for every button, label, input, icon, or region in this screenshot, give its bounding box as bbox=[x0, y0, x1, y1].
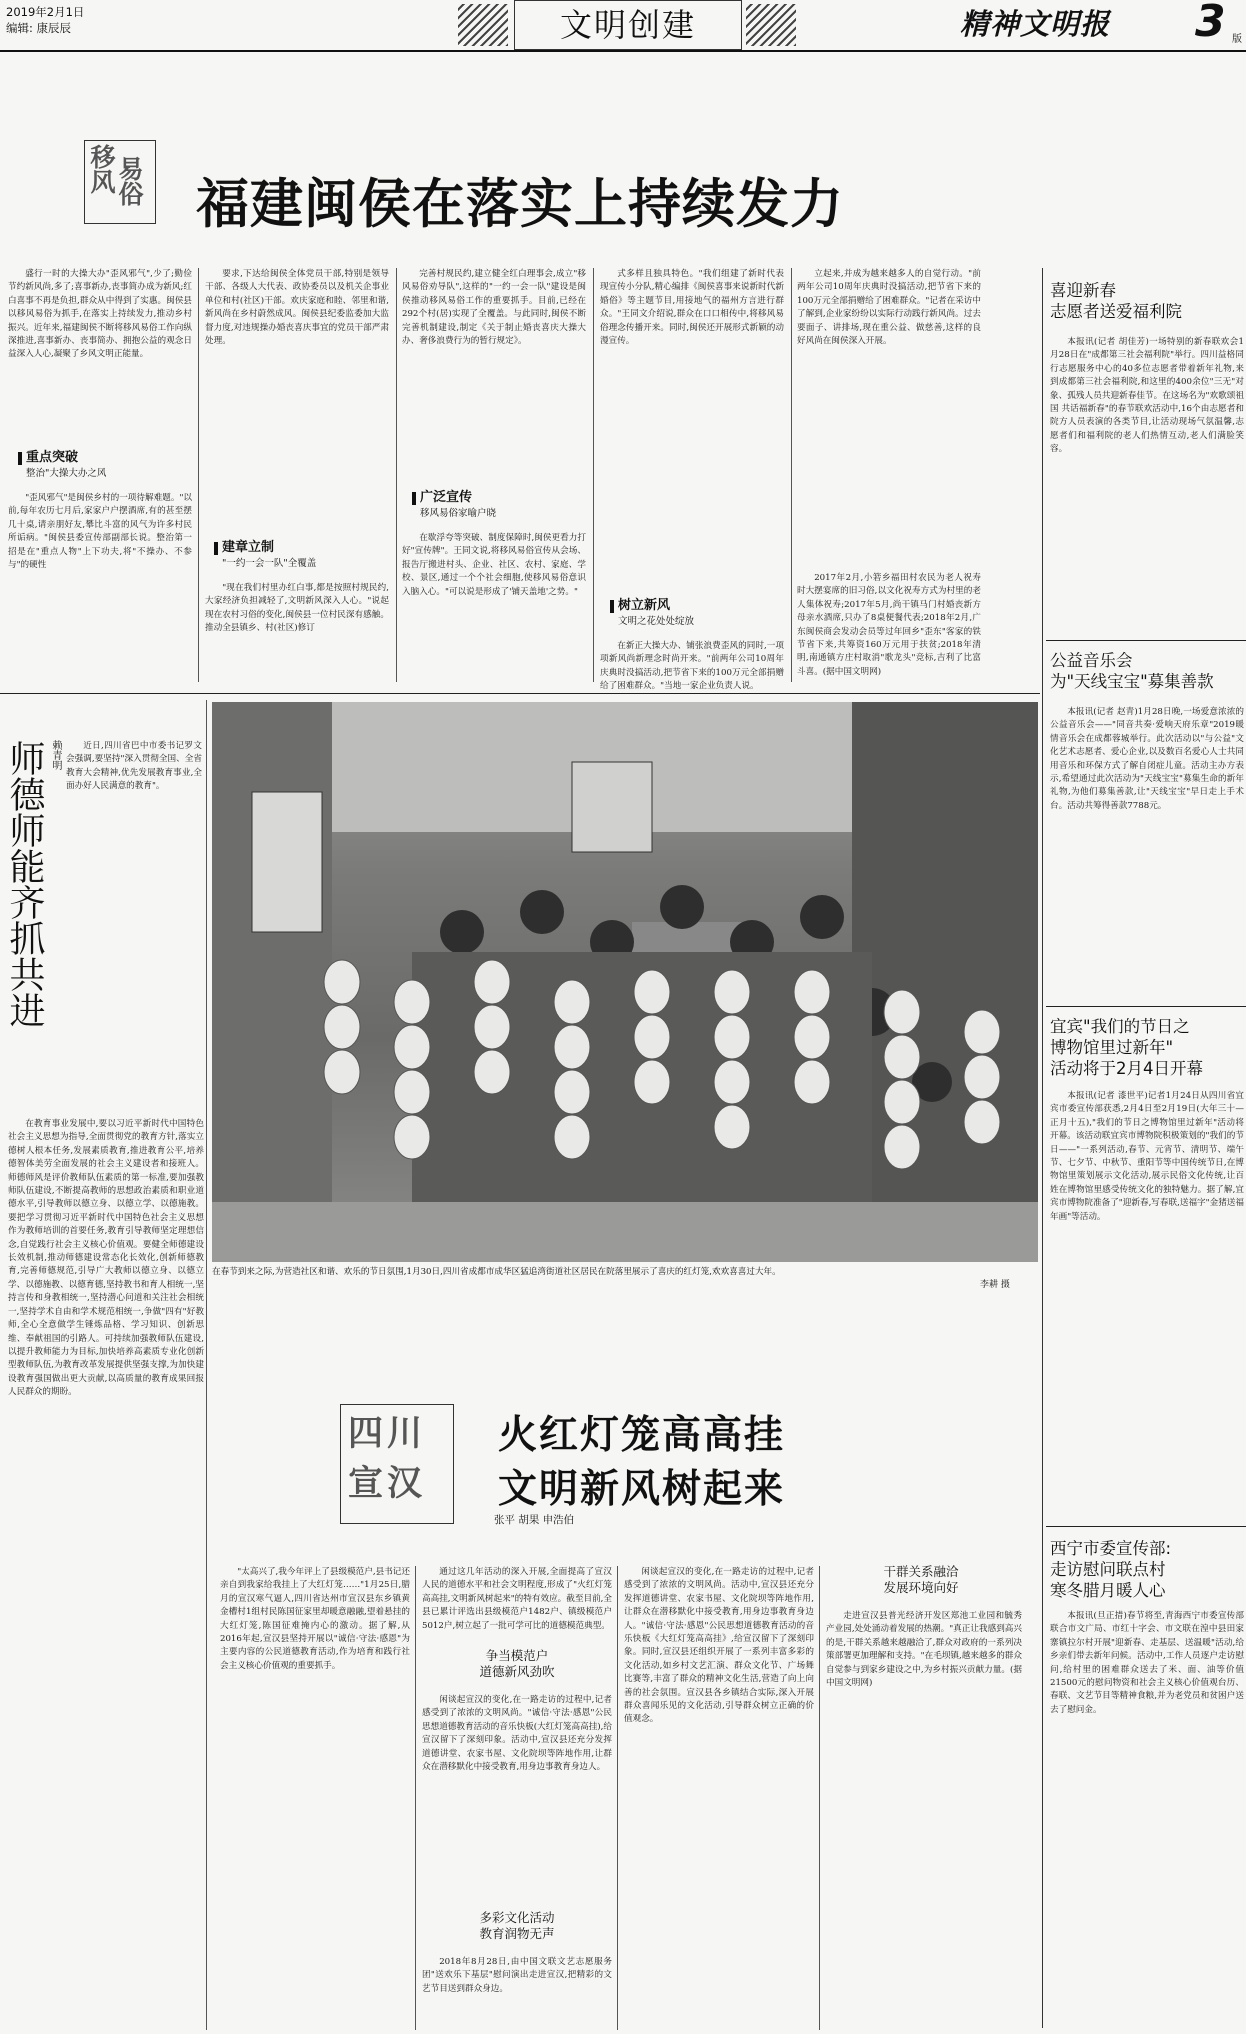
header-rule bbox=[0, 50, 1246, 52]
photo-scene bbox=[212, 702, 1038, 1262]
article2-author: 赖青明 bbox=[50, 740, 61, 770]
sidebar-body-3: 本报讯(记者 漆世平)记者1月24日从四川省宜宾市委宣传部获悉,2月4日至2月19日(大年三十—正月十五),"我们的节日之博物馆里过新年"活动将开幕。该活动联宜宾市博物院积极策划的"我们的节日——"一系列活动,春节、元宵节、清明节、端午节、七夕节、中秋节、重阳节等中国传统节日,在博物馆里策划展示文化活动,展示民俗文化传统,让百姓在博物馆里感受传统文化的独特魅力。据了解,宜宾市博物院准备了"迎新春,写春联,送福字"金猪送福年画"等活动。 bbox=[1050, 1091, 1244, 1222]
header-section-title: 文明创建 bbox=[514, 0, 742, 50]
article3-col-2b: 闲谈起宣汉的变化,在一路走访的过程中,记者感受到了浓浓的文明风尚。"诚信·守法·感恩"公民思想道德教育活动的音乐快板(大红灯笼高高挂),给宣汉留下了深刻印象。活动中,宣汉县还充分发挥道德讲堂、农家书屋、文化院坝等阵地作用,让群众在潜移默化中接受教育,用身边事教育身边人。 bbox=[422, 1695, 612, 1773]
sidebar-body-1: 本报讯(记者 胡佳芳)一场特别的新春联欢会1月28日在"成都第三社会福利院"举行。四川益格同行志愿服务中心的40多位志愿者带着新年礼物,来到成都第三社会福利院,和这里的400余位"三无"对象、孤残人员共迎新春佳节。在这场名为"欢歌颂祖国 共话福新春"的春节联欢活动中,16个由志愿者和院方人员表演的各类节目,让活动现场气氛温馨,志愿者们和福利院的老人们热情互动,老人们满脸笑容。 bbox=[1050, 337, 1244, 455]
header-masthead: 精神文明报 bbox=[960, 7, 1111, 41]
article3-col-4: 走进宣汉县普光经济开发区郑池工业园和毓秀产业园,处处涌动着发展的热潮。"真正让我感到高兴的是,干群关系越来越融洽了,群众对政府的一系列决策部署更加理解和支持。"在毛坝镇,越来越多的群众自觉参与到家乡建设之中,为乡村振兴贡献力量。(据中国文明网) bbox=[826, 1611, 1022, 1689]
article3-tag-bottom: 宣汉 bbox=[348, 1464, 427, 1504]
article3-subhead-1: 争当模范户 道德新风劲吹 bbox=[479, 1648, 555, 1679]
article1-col-3: 要求,下达给闽侯全体党员干部,特别是领导干部、各级人大代表、政协委员以及机关企事业单位和村(社区)干部。欢庆家庭和睦、邻里和谐,新风尚在乡村蔚然成风。闽侯县纪委监委加大监督力度,对违规操办婚丧喜庆事宜的党员干部严肃处理。 bbox=[205, 269, 389, 347]
article1-tag-left: 移风 bbox=[87, 144, 116, 194]
article1-subhead-1: 重点突破 整治"大操大办之风 bbox=[26, 450, 106, 482]
sidebar-body-4: 本报讯(旦正措)春节将至,青海西宁市委宣传部联合市文广局、市红十字会、市文联在湟中县田家寨镇拉尔村开展"迎新春、走基层、送温暖"活动,给乡亲们带去新年问候。活动中,工作人员逐户走访慰问,给村里的困难群众送去了米、面、油等价值21500元的慰问物资和社会主义核心价值观台历、春联、文艺节目等精神食粮,并为老党员和贫困户送去了慰问金。 bbox=[1050, 1611, 1244, 1715]
article1-col-8: 在新正大操大办、铺张浪费歪风的同时,一项项新风尚新理念时尚开来。"前两年公司10周年庆典时没搞活动,把节省下来的100万元全部捐赠给了困难群众。"当地一家企业负责人说。 bbox=[600, 641, 784, 692]
photo-caption: 在春节到来之际,为营造社区和谐、欢乐的节日氛围,1月30日,四川省成都市成华区猛追湾街道社区居民在院落里展示了喜庆的红灯笼,欢欢喜喜过大年。 bbox=[212, 1267, 781, 1277]
article1-col-5: 完善村规民约,建立健全红白理事会,成立"移风易俗劝导队",这样的"一约一会一队"建设是闽侯推动移风易俗工作的重要抓手。目前,已经在292个村(居)实现了全覆盖。与此同时,闽侯不断完善机制建设,制定《关于制止婚丧喜庆大操大办、奢侈浪费行为的暂行规定》。 bbox=[402, 269, 586, 347]
article1-col-9: 立起来,并成为越来越多人的自觉行动。"前两年公司10周年庆典时没搞活动,把节省下来的100万元全部捐赠给了困难群众。"记者在采访中了解到,企业家纷纷以实际行动践行新风尚。过去要面子、讲排场,现在重公益、做慈善,这样的良好风尚在闽侯深入开展。 bbox=[797, 269, 981, 347]
article2-intro: 近日,四川省巴中市委书记罗文会强调,要坚持"深入贯彻全国、全省教育大会精神,优先发展教育事业,全面办好人民满意的教育"。 bbox=[66, 741, 202, 792]
article3-col-2c: 2018年8月28日,由中国文联文艺志愿服务团"送欢乐下基层"慰问演出走进宣汉,把精彩的文艺节目送到群众身边。 bbox=[422, 1957, 612, 1994]
sidebar-body-2: 本报讯(记者 赵青)1月28日晚,一场爱意浓浓的公益音乐会——"同音共奏·爱响天府乐章"2019暖情音乐会在成都蓉城举行。此次活动以"与公益"文化艺术志愿者、爱心企业,以及数百名爱心人士共同用音乐和环保方式了解自闭症儿童。活动主办方表示,希望通过此次活动为"天线宝宝"募集生命的新年礼物,为他们募集善款,让"天线宝宝"早日走上手术台。活动共筹得善款7788元。 bbox=[1050, 707, 1244, 811]
article1-subhead-3: 广泛宣传 移风易俗家喻户晓 bbox=[420, 490, 496, 522]
article3-tag-top: 四川 bbox=[348, 1414, 427, 1454]
article1-title: 福建闽侯在落实上持续发力 bbox=[196, 174, 844, 235]
article1-subhead-4: 树立新风 文明之花处处绽放 bbox=[618, 598, 694, 630]
article1-col-2: "歪风邪气"是闽侯乡村的一项待解难题。"以前,每年农历七月后,家家户户摆酒席,有的甚至摆几十桌,请亲朋好友,攀比斗富的风气为许多村民所诟病。"闽侯县委宣传部副部长说。整治第一招是在"重点人物"上下功夫,将"不操办、不参与"的硬性 bbox=[8, 493, 192, 571]
article1-col-4: "现在我们村里办红白事,都是按照村规民约,大家经济负担减轻了,文明新风深入人心。"说起现在农村习俗的变化,闽侯县一位村民深有感触。推动全县镇乡、村(社区)修订 bbox=[205, 583, 389, 634]
header-page-number: 3 bbox=[1195, 0, 1226, 47]
article3-col-3: 闲谈起宣汉的变化,在一路走访的过程中,记者感受到了浓浓的文明风尚。活动中,宣汉县还充分发挥道德讲堂、农家书屋、文化院坝等阵地作用,让群众在潜移默化中接受教育,用身边事教育身边人。"诚信·守法·感恩"公民思想道德教育活动的音乐快板《大红灯笼高高挂》,给宣汉留下了深刻印象。同时,宣汉县还组织开展了一系列丰富多彩的文化活动,如乡村文艺汇演、群众文化节、广场舞比赛等,丰富了群众的精神文化生活,营造了向上向善的社会氛围。宣汉县各乡镇结合实际,深入开展群众喜闻乐见的文化活动,引导群众树立正确的价值观念。 bbox=[624, 1567, 814, 1725]
sidebar-title-3: 宜宾"我们的节日之 博物馆里过新年" 活动将于2月4日开幕 bbox=[1050, 1017, 1203, 1078]
article2-vertical-title: 师德师能齐抓共进 bbox=[4, 740, 45, 1028]
article1-tag-right: 易俗 bbox=[115, 156, 144, 206]
article1-col-6: 在歇浮夸等突破、制度保障时,闽侯更看力打好"宣传牌"。王同文说,将移风易俗宣传从会场、报告厅搬进村头、企业、社区、农村、家庭、学校、景区,通过一个个社会细胞,使移风易俗意识入脑入心。"可以说是形成了'铺天盖地'之势。" bbox=[402, 533, 586, 597]
article3-title-line1: 火红灯笼高高挂 bbox=[498, 1413, 786, 1458]
article2-body: 在教育事业发展中,要以习近平新时代中国特色社会主义思想为指导,全面贯彻党的教育方针,落实立德树人根本任务,发展素质教育,推进教育公平,培养德智体美劳全面发展的社会主义建设者和接班人。师德师风是评价教师队伍素质的第一标准,要加强教师队伍建设,不断提高教师的思想政治素质和职业道德水平,引导教师以德立身、以德立学、以德施教。要把学习贯彻习近平新时代中国特色社会主义思想作为教师培训的首要任务,教育引导教师坚定理想信念,自觉践行社会主义核心价值观。要健全师德建设长效机制,推动师德建设常态化长效化,创新师德教育,完善师德规范,引导广大教师以德立身、以德立学、以德施教、以德育德,坚持教书和育人相统一,坚持言传和身教相统一,坚持潜心问道和关注社会相统一,坚持学术自由和学术规范相统一,争做"四有"好教师,全心全意做学生锤炼品格、学习知识、创新思维、奉献祖国的引路人。可持续加强教师队伍建设,以提升教师能力为目标,加快培养高素质专业化创新型教师队伍,为教育改革发展提供坚强支撑,为加快建设教育强国做出更大贡献,以高质量的教育成果回报人民群众的期盼。 bbox=[8, 1119, 204, 1398]
article3-subhead-3: 干群关系融洽 发展环境向好 bbox=[883, 1564, 959, 1595]
article1-subhead-2: 建章立制 "一约一会一队"全覆盖 bbox=[222, 540, 316, 572]
article1-col-1: 盛行一时的大操大办"歪风邪气",少了;勤俭节约新风尚,多了;喜事新办,丧事简办成为新风;红白喜事不再是负担,群众从中得到了实惠。闽侯县以移风易俗为抓手,在落实上持续发力,推动乡村振兴。近年来,福建闽侯不断将移风易俗工作向纵深推进,喜事新办、丧事简办、拥抱公益的观念日益深入人心,凝聚了乡风文明正能量。 bbox=[8, 269, 192, 360]
article1-bottom-rule bbox=[0, 693, 1040, 694]
article3-col-2a: 通过这几年活动的深入开展,全面提高了宣汉人民的道德水平和社会文明程度,形成了"火红灯笼高高挂,文明新风树起来"的特有效应。截至目前,全县已累计评选出县级模范户1482户、镇级模范户5012户,树立起了一批可学可比的道德模范典型。 bbox=[422, 1567, 612, 1631]
article3-subhead-2: 多彩文化活动 教育润物无声 bbox=[479, 1910, 555, 1941]
article3-byline: 张平 胡果 申浩伯 bbox=[494, 1514, 575, 1526]
sidebar-title-2: 公益音乐会 为"天线宝宝"募集善款 bbox=[1050, 651, 1214, 691]
article1-col-10: 2017年2月,小箬乡福田村农民为老人祝寿时大摆宴席的旧习俗,以文化祝寿方式为村里的老人集体祝寿;2017年5月,尚干镇马门村婚丧新方母亲水酒席,只办了8桌便餐代表;2018年2月,广东闽侯商会发动会员等过年回乡"歪东"客家的铁节省下来,共筹资160万元用于扶贫;2018年清明,南通镇方庄村取消"歌龙头"竞标,吉利了比富斗喜。(据中国文明网) bbox=[797, 573, 981, 677]
header-page-suffix: 版 bbox=[1232, 34, 1242, 45]
sidebar-title-1: 喜迎新春 志愿者送爱福利院 bbox=[1050, 281, 1182, 321]
article1-col-7: 式多样且独具特色。"我们组建了新时代表现宣传小分队,精心编排《闽侯喜事来说新时代新婚俗》等主题节目,用接地气的福州方言进行群众。"王同文介绍说,群众在口口相传中,将移风易俗理念传播开来。同时,闽侯还开展形式新颖的动漫宣传。 bbox=[600, 269, 784, 347]
article3-col-1: "太高兴了,我今年评上了县级模范户,县书记还亲自到我家给我挂上了大红灯笼……"1月25日,腊月的宣汉寒气逼人,四川省达州市宣汉县东乡镇黄金槽村1组村民陈国征家里却暖意融融,望着悬挂的大红灯笼,陈国征难掩内心的激动。据了解,从2016年起,宣汉县坚持开展以"诚信·守法·感恩"为主要内容的公民道德教育活动,作为培育和践行社会主义核心价值观的重要抓手。 bbox=[220, 1567, 410, 1671]
article3-title-line2: 文明新风树起来 bbox=[498, 1467, 786, 1512]
header-wing-left bbox=[458, 4, 508, 46]
sidebar-title-4: 西宁市委宣传部: 走访慰问联点村 寒冬腊月暖人心 bbox=[1050, 1539, 1172, 1600]
photo-credit: 李耕 摄 bbox=[980, 1280, 1010, 1290]
header-editor: 编辑: 康辰辰 bbox=[6, 21, 72, 35]
photo-lanterns bbox=[212, 702, 1038, 1262]
header-date: 2019年2月1日 bbox=[6, 5, 85, 19]
header-wing-right bbox=[746, 4, 796, 46]
